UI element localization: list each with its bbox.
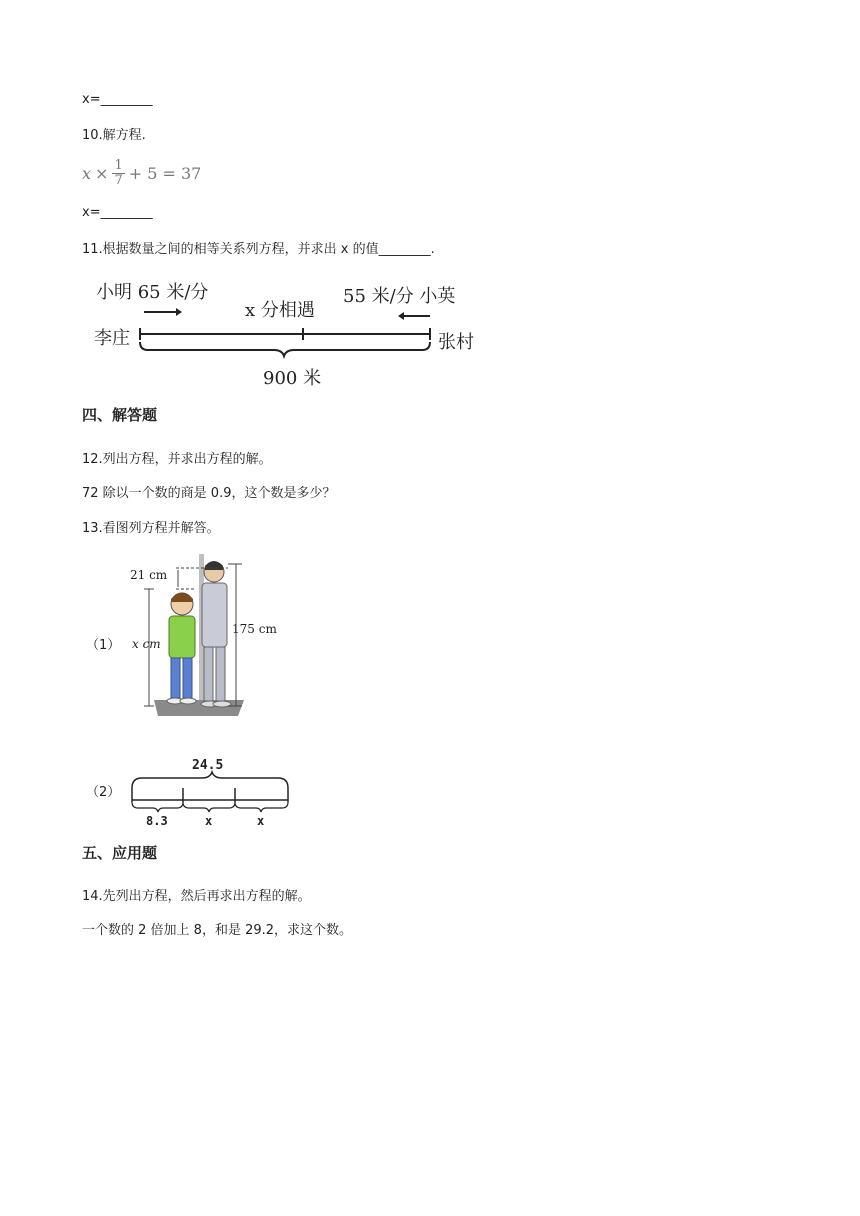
equation-fraction (112, 159, 124, 188)
equation-variable: x (82, 163, 92, 183)
seg1-brace (132, 802, 183, 812)
equation-rest: + 5 = 37 (128, 163, 202, 183)
right-person-label: 55 米/分 小英 (343, 286, 456, 307)
total-length-label: 24.5 (192, 758, 224, 773)
man-figure (201, 561, 231, 707)
q11-meeting-diagram (88, 276, 488, 391)
q13-segment-diagram (128, 752, 298, 828)
q14-text: 一个数的 2 倍加上 8，和是 29.2，求这个数。 (82, 923, 353, 938)
fraction-denominator: 7 (114, 172, 123, 188)
q14-stem: 14.先列出方程，然后再求出方程的解。 (82, 889, 311, 904)
total-brace (132, 772, 288, 788)
q13-part2-label: （2） (86, 785, 121, 800)
q10-equation (82, 156, 201, 190)
seg3-label: x (257, 814, 265, 828)
right-place-label: 张村 (438, 332, 474, 353)
seg3-brace (235, 802, 288, 812)
q13-stem: 13.看图列方程并解答。 (82, 521, 220, 536)
seg1-label: 8.3 (146, 814, 168, 828)
q10-stem: 10.解方程. (82, 128, 146, 143)
total-distance-brace (140, 342, 430, 356)
q13-height-figure (128, 552, 288, 718)
left-person-label: 小明 65 米/分 (96, 282, 209, 303)
man-height-label: 175 cm (232, 622, 277, 636)
gap-label: 21 cm (130, 568, 168, 582)
total-distance-label: 900 米 (263, 368, 322, 389)
seg2-label: x (205, 814, 213, 828)
q11-stem: 11.根据数量之间的相等关系列方程，并求出 x 的值________. (82, 242, 435, 257)
q9-answer-line: x=________ (82, 92, 153, 107)
equation-times: × (95, 163, 109, 183)
left-place-label: 李庄 (94, 328, 130, 349)
fraction-numerator: 1 (114, 157, 123, 173)
q12-text: 72 除以一个数的商是 0.9，这个数是多少？ (82, 486, 336, 501)
section5-title: 五、应用题 (82, 844, 158, 862)
seg2-brace (183, 802, 235, 812)
right-arrow-head-icon (176, 308, 182, 316)
boy-height-label: x cm (132, 637, 161, 651)
boy-figure (167, 593, 196, 705)
q13-part1-label: （1） (86, 638, 121, 653)
section4-title: 四、解答题 (82, 406, 158, 424)
left-arrow-head-icon (398, 312, 404, 320)
q10-answer-line: x=________ (82, 205, 153, 220)
meeting-time-label: x 分相遇 (245, 300, 315, 321)
q12-stem: 12.列出方程，并求出方程的解。 (82, 452, 272, 467)
